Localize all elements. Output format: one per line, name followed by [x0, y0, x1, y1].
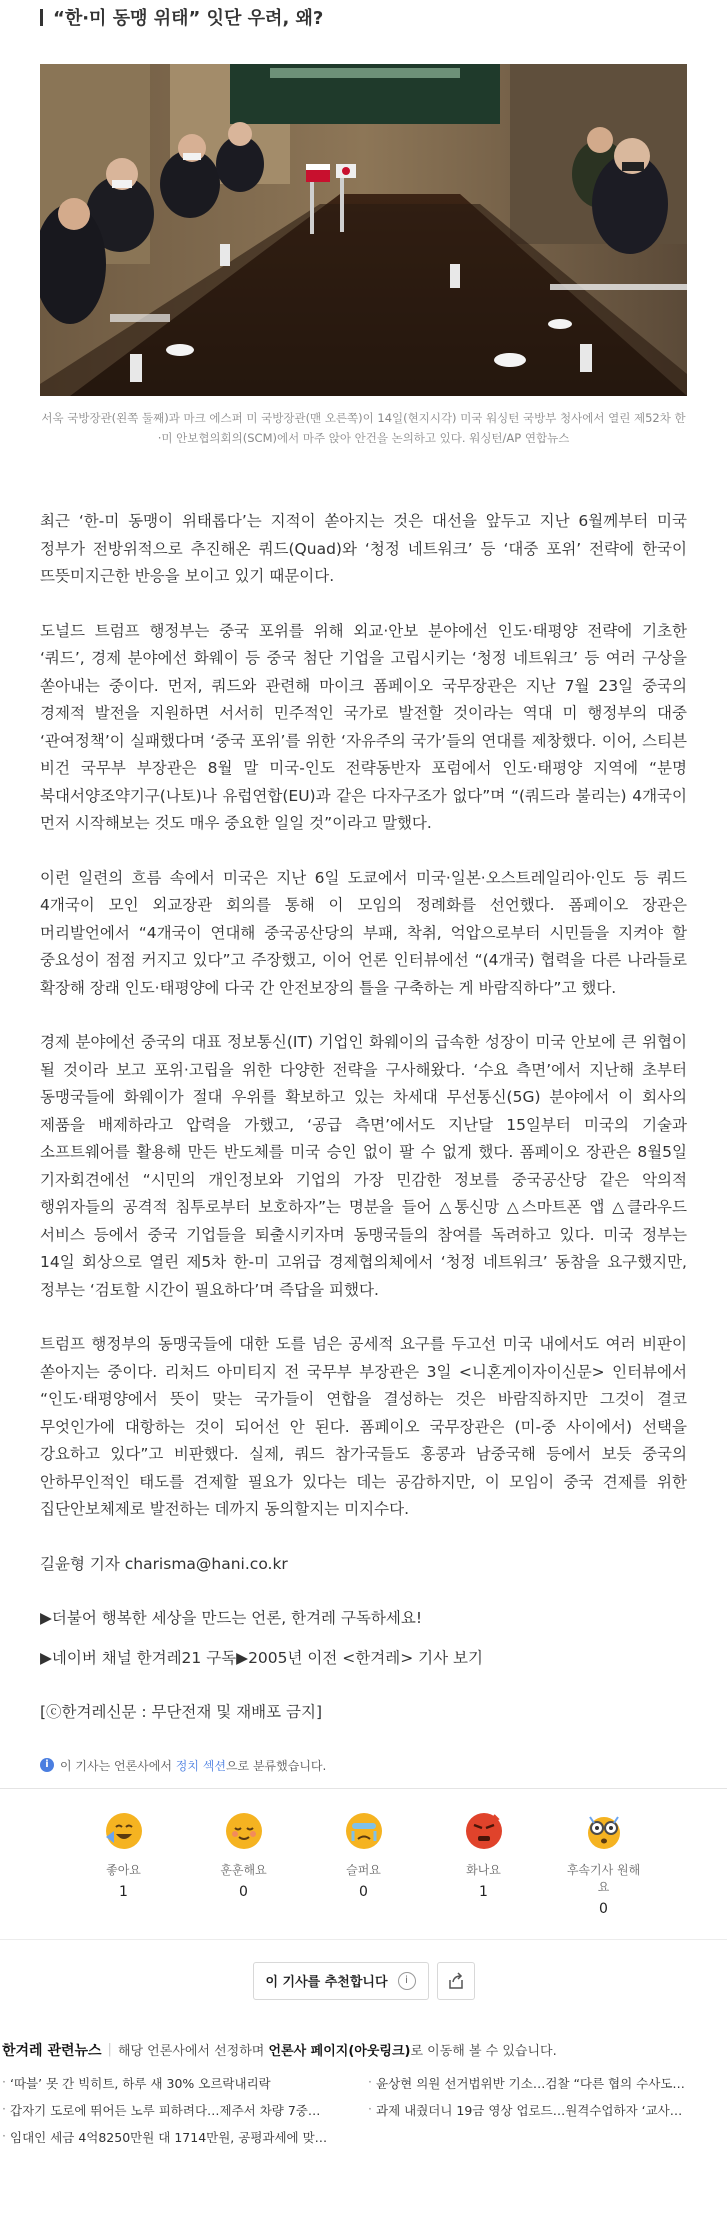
classification-prefix: 이 기사는 언론사에서 [60, 1758, 176, 1773]
paragraph-4: 경제 분야에선 중국의 대표 정보통신(IT) 기업인 화웨이의 급속한 성장이 미국 안보에 큰 위협이 될 것이라 보고 포위·고립을 위한 다양한 전략을 구사해왔다. ‘수요 측면’에서 지난해 초부터 동맹국들에 화웨이가 절대 우위를 확보하고 있는 차세대 무선통신(5G) 분야에서 이 회사의 제품을 배제하라고 압력을 가했고, ‘공급 측면’에서도 지난달 15일부터 미국의 기술과 소프트웨어를 활용해 만든 반도체를 미국 승인 없이 팔 수 없게 했다. 폼페이오 장관은 8월5일 기자회견에선 “시민의 개인정보와 기업의 가장 민감한 정보를 중국공산당 같은 악의적 행위자들의 공격적 침투로부터 보호하자”는 명분을 들어 △통신망 △스마트폰 앱 △클라우드 서비스 등에서 중국 기업들을 퇴출시키자며 동맹국들의 참여를 독려하고 있다. 미국 정부는 14일 회상으로 열린 제5차 한-미 고위급 경제협의체에서 ‘청정 네트워크’ 동참을 요구했지만, 정부는 ‘검토할 시간이 필요하다’며 즉답을 피했다. [40, 1033, 687, 1299]
related-item[interactable]: · 임대인 세금 4억8250만원 대 1714만원, 공평과세에 맞… [2, 2128, 362, 2146]
reaction-label: 훈훈해요 [220, 1862, 267, 1877]
angry-face-icon [464, 1811, 504, 1851]
related-item[interactable]: · ‘따블’ 못 간 빅히트, 하루 새 30% 오르락내리락 [2, 2074, 362, 2092]
related-item[interactable]: · 과제 내줬더니 19금 영상 업로드…원격수업하자 ‘교사… [368, 2101, 727, 2119]
separator: | [107, 2042, 112, 2057]
reaction-bar [0, 1789, 727, 1917]
related-item[interactable]: · 윤상현 의원 선거법위반 기소…검찰 “다른 협의 수사도… [368, 2074, 727, 2092]
reaction-label: 좋아요 [106, 1862, 141, 1877]
copyright: [ⓒ한겨레신문 : 무단전재 및 재배포 금지] [40, 1703, 323, 1721]
sad-face-icon [344, 1811, 384, 1851]
meeting-photo [40, 64, 687, 396]
reaction-count: 0 [239, 1883, 248, 1900]
paragraph-3: 이런 일련의 흐름 속에서 미국은 지난 6일 도쿄에서 미국·일본·오스트레일리아·인도 등 쿼드 4개국이 모인 외교장관 회의를 통해 이 모임의 정례화를 선언했다. 폼페이오 장관은 머리발언에서 “4개국이 연대해 중국공산당의 부패, 착취, 억압으로부터 시민들을 지켜야 할 중요성이 점점 커지고 있다”고 주장했고, 이어 언론 인터뷰에선 “(4개국) 협력을 다른 나라들로 확장해 장래 인도·태평양에 다국 간 안전보장의 틀을 구축하는 게 바람직하다”고 했다. [40, 868, 687, 997]
paragraph-2: 도널드 트럼프 행정부는 중국 포위를 위해 외교·안보 분야에선 인도·태평양 전략에 기초한 ‘쿼드’, 경제 분야에선 화웨이 등 중국 첨단 기업을 고립시키는 ‘청정 네트워크’ 등 여러 구상을 쏟아내는 중이다. 먼저, 쿼드와 관련해 마이크 폼페이오 국무장관은 지난 7월 23일 중국의 경제적 발전을 지원하면 서서히 민주적인 국가로 발전할 것이라는 역대 미 행정부의 대중 ‘관여정책’이 실패했다며 ‘중국 포위’를 위한 ‘자유주의 국가’들의 연대를 제창했다. 이어, 스티븐 비건 국무부 부장관은 8월 말 미국-인도 전략동반자 포럼에서 인도·태평양 지역에 “분명 북대서양조약기구(나토)나 유럽연합(EU)과 같은 다자구조가 없다”며 “(쿼드라 불리는) 4개국이 먼저 시작해보는 것도 매우 중요한 일일 것”이라고 말했다. [40, 621, 687, 832]
related-title[interactable]: 한겨레 관련뉴스 [2, 2042, 102, 2059]
article-photo[interactable] [40, 64, 687, 396]
classification-suffix: 으로 분류했습니다. [225, 1758, 327, 1773]
related-news [0, 2040, 727, 2146]
reaction-want-more[interactable] [562, 1811, 646, 1917]
reaction-count: 1 [119, 1883, 128, 1900]
byline: 길윤형 기자 charisma@hani.co.kr [40, 1554, 288, 1573]
reaction-label: 후속기사 원해요 [566, 1862, 641, 1894]
photo-caption: 서욱 국방장관(왼쪽 둘째)과 마크 에스퍼 미 국방장관(맨 오른쪽)이 14일(현지시각) 미국 워싱턴 국방부 청사에서 열린 제52차 한·미 안보협의회의(SCM)에서 마주 앉아 안건을 논의하고 있다. 워싱턴/AP 연합뉴스 [41, 411, 686, 445]
article-body [40, 508, 687, 1727]
recommend-label: 이 기사를 추천합니다 [265, 1975, 388, 1990]
warm-face-icon [224, 1811, 264, 1851]
reaction-count: 1 [479, 1883, 488, 1900]
reaction-sad[interactable] [322, 1811, 406, 1917]
divider [0, 1939, 727, 1940]
paragraph-5: 트럼프 행정부의 동맹국들에 대한 도를 넘은 공세적 요구를 두고선 미국 내에서도 여러 비판이 쏟아지는 중이다. 리처드 아미티지 전 국무부 부장관은 3일 <니혼게이자이신문> 인터뷰에서 “인도·태평양에서 뜻이 맞는 국가들이 연합을 결성하는 것은 바람직하지만 그것이 결코 무엇인가에 대항하는 것이 되어선 안 된다. 폼페이오 국무장관은 (미-중 사이에서) 선택을 강요하고 있다”고 비판했다. 실제, 쿼드 참가국들도 홍콩과 남중국해 등에서 보듯 중국의 안하무인적인 태도를 견제할 필요가 있다는 데는 공감하지만, 이 모임이 중국 견제를 위한 집단안보체제로 발전하는 데까지 동의할지는 미지수다. [40, 1335, 687, 1518]
article-subtitle [40, 0, 687, 30]
channel-link[interactable]: ▶네이버 채널 한겨레21 구독▶2005년 이전 <한겨레> 기사 보기 [40, 1648, 483, 1667]
related-desc-strong: 언론사 페이지(아웃링크) [268, 2044, 411, 2059]
reaction-like[interactable] [82, 1811, 166, 1917]
related-desc-suffix: 로 이동해 볼 수 있습니다. [410, 2044, 557, 2059]
recommend-row [0, 1962, 727, 2000]
subtitle-bar [40, 9, 43, 26]
reaction-count: 0 [359, 1883, 368, 1900]
want-more-face-icon [584, 1811, 624, 1851]
reaction-label: 슬퍼요 [346, 1862, 381, 1877]
share-button[interactable] [437, 1962, 475, 2000]
section-link[interactable]: 정치 섹션 [175, 1758, 226, 1773]
reaction-warm[interactable] [202, 1811, 286, 1917]
related-header [2, 2040, 727, 2060]
reaction-count: 0 [599, 1900, 608, 1917]
related-list [2, 2074, 727, 2146]
like-face-icon [104, 1811, 144, 1851]
reaction-label: 화나요 [466, 1862, 501, 1877]
related-desc-prefix: 해당 언론사에서 선정하며 [117, 2044, 265, 2059]
paragraph-1: 최근 ‘한-미 동맹이 위태롭다’는 지적이 쏟아지는 것은 대선을 앞두고 지난 6월께부터 미국 정부가 전방위적으로 추진해온 쿼드(Quad)와 ‘청정 네트워크’ 등 ‘대중 포위’ 전략에 한국이 뜨뜻미지근한 반응을 보이고 있기 때문이다. [40, 512, 687, 585]
related-item[interactable]: · 갑자기 도로에 뛰어든 노루 피하려다…제주서 차량 7중… [2, 2101, 362, 2119]
subtitle-text: “한·미 동맹 위태” 잇단 우려, 왜? [53, 8, 324, 29]
info-icon: i [40, 1758, 54, 1772]
reaction-angry[interactable] [442, 1811, 526, 1917]
classification-note [40, 1757, 687, 1774]
info-icon[interactable]: i [398, 1972, 416, 1990]
subscribe-link[interactable]: ▶더불어 행복한 세상을 만드는 언론, 한겨레 구독하세요! [40, 1609, 423, 1627]
share-icon [447, 1972, 465, 1990]
recommend-button[interactable] [253, 1962, 429, 2000]
